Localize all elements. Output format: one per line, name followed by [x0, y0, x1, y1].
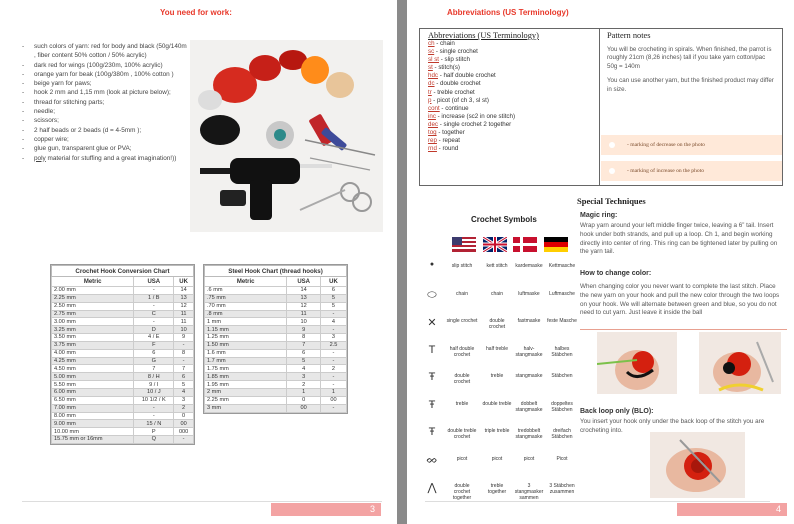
- table-cell: 1 mm: [205, 318, 287, 326]
- material-item: - hook 2 mm and 1,15 mm (look at picture below);: [22, 88, 190, 97]
- table-cell: 000: [174, 428, 194, 436]
- symbol-label: Stäbchen: [551, 373, 573, 379]
- table-cell: 5.00 mm: [52, 373, 134, 381]
- table-row: [52, 318, 194, 326]
- table-cell: 9: [174, 334, 194, 342]
- decrease-marker-legend: - marking of decrease on the photo: [601, 135, 782, 155]
- table-cell: 4.25 mm: [52, 357, 134, 365]
- symbol-label: Luftmasche: [549, 290, 575, 297]
- column-header: UK: [174, 277, 194, 287]
- table-row: [52, 420, 194, 428]
- symbol-label: picot: [456, 455, 468, 462]
- material-item: - needle;: [22, 107, 190, 116]
- table-row: [52, 404, 194, 412]
- special-techniques-title: Special Techniques: [577, 196, 646, 206]
- table-cell: 00: [320, 396, 346, 404]
- table-cell: 1: [320, 388, 346, 396]
- table-cell: 2.50 mm: [52, 302, 134, 310]
- table-cell: 9.00 mm: [52, 420, 134, 428]
- table-cell: 9 / I: [134, 381, 174, 389]
- crochet-symbol-icon: ●: [429, 261, 435, 268]
- table-cell: 2: [287, 381, 321, 389]
- table-cell: 1.15 mm: [205, 326, 287, 334]
- crochet-symbol-icon: Ŧ: [428, 426, 436, 438]
- table-cell: 2.00 mm: [52, 287, 134, 295]
- table-cell: .75 mm: [205, 294, 287, 302]
- table-cell: 13: [174, 294, 194, 302]
- column-header: Metric: [205, 277, 287, 287]
- symbol-label: picot: [523, 455, 535, 462]
- abbreviation-item: p - picot (of ch 3, sl st): [428, 96, 489, 104]
- table-cell: 3: [320, 334, 346, 342]
- symbol-label: chain: [456, 290, 468, 297]
- table-row: [52, 436, 194, 444]
- pattern-notes-text-1: You will be crocheting in spirals. When finished, the parrot is roughly 21cm (8,26 inches) tall if you take yarn cotton/pac 50g = 140m: [607, 46, 772, 70]
- symbol-label: tredobbelt stangmaske: [515, 428, 543, 440]
- table-cell: 4: [174, 388, 194, 396]
- table-cell: .70 mm: [205, 302, 287, 310]
- us-flag-icon: [452, 237, 476, 252]
- table-cell: -: [134, 302, 174, 310]
- material-item: - beige yarn for paws;: [22, 79, 190, 88]
- crochet-symbol-icon: Ŧ: [428, 371, 436, 383]
- abbreviation-item: tr - treble crochet: [428, 88, 475, 96]
- table-cell: 1.50 mm: [205, 341, 287, 349]
- table-cell: 3.50 mm: [52, 334, 134, 342]
- table-cell: -: [320, 404, 346, 412]
- table-cell: 1.7 mm: [205, 357, 287, 365]
- table-row: [205, 357, 347, 365]
- table-cell: 4 / E: [134, 334, 174, 342]
- crochet-symbol-icon: ⋀: [427, 482, 437, 494]
- table-cell: 6: [174, 373, 194, 381]
- table-cell: C: [134, 310, 174, 318]
- material-item: - dark red for wings (100g/230m, 100% acrylic): [22, 61, 190, 70]
- material-item: - poly material for stuffing and a great imagination!)): [22, 154, 190, 163]
- symbol-label: dreifach Stäbchen: [551, 428, 573, 440]
- crochet-symbol-icon: Ŧ: [428, 398, 436, 411]
- table-cell: .8 mm: [205, 310, 287, 318]
- separator: [580, 329, 787, 330]
- symbol-label: double crochet: [453, 373, 471, 385]
- table-cell: 7: [174, 365, 194, 373]
- symbol-label: single crochet: [446, 318, 478, 324]
- table-row: [52, 373, 194, 381]
- table-cell: 13: [287, 294, 321, 302]
- denmark-flag-icon: [513, 237, 537, 252]
- footer-rule: [22, 501, 382, 502]
- symbol-label: dobbelt stangmaske: [515, 400, 543, 413]
- pattern-notes-title: Pattern notes: [607, 31, 651, 40]
- blo-text: You insert your hook only under the back loop of the stitch you are crocheting into.: [580, 418, 765, 434]
- material-item: - thread for stitching parts;: [22, 98, 190, 107]
- symbol-label: stangmaske: [515, 373, 543, 379]
- table-cell: 1.85 mm: [205, 373, 287, 381]
- symbol-label: 3 stangmasker sammen: [514, 483, 544, 501]
- page-4: [407, 0, 794, 524]
- table-row: [52, 341, 194, 349]
- table-cell: 4: [320, 318, 346, 326]
- pattern-notes-text-2: You can use another yarn, but the finished product may differ in size.: [607, 77, 774, 93]
- table-cell: 10: [174, 326, 194, 334]
- table-cell: 2.5: [320, 341, 346, 349]
- table-cell: 10 / J: [134, 388, 174, 396]
- table-row: [205, 341, 347, 349]
- table-row: [205, 404, 347, 412]
- table-cell: 14: [174, 287, 194, 295]
- table-cell: -: [320, 349, 346, 357]
- table-cell: 1.25 mm: [205, 334, 287, 342]
- symbol-label: treble together: [487, 483, 507, 495]
- table-cell: 4: [287, 365, 321, 373]
- table-cell: 2 mm: [205, 388, 287, 396]
- table-cell: 11: [287, 310, 321, 318]
- steel-hook-chart: [203, 264, 348, 414]
- color-change-photo-1: [597, 332, 677, 394]
- table-cell: 6: [134, 349, 174, 357]
- table-cell: 4.00 mm: [52, 349, 134, 357]
- uk-flag-icon: [483, 237, 507, 252]
- table-cell: 5: [320, 302, 346, 310]
- table-row: [52, 310, 194, 318]
- symbol-label: half double crochet: [449, 345, 475, 358]
- symbol-label: treble: [455, 400, 469, 407]
- materials-photo: [190, 40, 383, 232]
- table-cell: 8.00 mm: [52, 412, 134, 420]
- abbreviations-box: [419, 28, 783, 186]
- table-cell: 3 mm: [205, 404, 287, 412]
- table-cell: 00: [287, 404, 321, 412]
- table-row: [205, 396, 347, 404]
- table-cell: D: [134, 326, 174, 334]
- table-row: [52, 357, 194, 365]
- table-cell: Q: [134, 436, 174, 444]
- table-row: [205, 294, 347, 302]
- steel-chart-title: Steel Hook Chart (thread hooks): [205, 266, 347, 277]
- symbol-label: slip stitch: [451, 263, 473, 269]
- table-row: [52, 326, 194, 334]
- symbol-label: kardemaske: [515, 263, 543, 269]
- color-change-photo-2: [699, 332, 781, 394]
- table-cell: 12: [174, 302, 194, 310]
- symbol-label: Picot: [556, 455, 568, 462]
- symbol-label: fastmaske: [517, 318, 541, 324]
- table-row: [205, 365, 347, 373]
- blo-title: Back loop only (BLO):: [580, 408, 654, 415]
- crochet-chart-title: Crochet Hook Conversion Chart: [52, 266, 194, 277]
- symbol-label: halbes Stäbchen: [551, 345, 573, 358]
- abbreviation-item: ch - chain: [428, 40, 455, 47]
- table-cell: 12: [287, 302, 321, 310]
- table-row: [52, 349, 194, 357]
- symbol-label: double crochet: [488, 318, 506, 330]
- table-cell: 1.6 mm: [205, 349, 287, 357]
- abbreviation-item: cont - continue: [428, 104, 469, 112]
- table-cell: 7.00 mm: [52, 404, 134, 412]
- table-row: [52, 428, 194, 436]
- table-cell: G: [134, 357, 174, 365]
- white-dot-icon: [609, 168, 615, 174]
- table-cell: 10: [287, 318, 321, 326]
- table-row: [205, 287, 347, 295]
- table-cell: P: [134, 428, 174, 436]
- crochet-symbols-title: Crochet Symbols: [471, 215, 537, 224]
- abbreviation-item: dc - double crochet: [428, 80, 481, 88]
- table-cell: 3: [287, 373, 321, 381]
- table-row: [52, 287, 194, 295]
- table-cell: 15 / N: [134, 420, 174, 428]
- page-number-3: 3: [271, 503, 381, 516]
- table-cell: 3.75 mm: [52, 341, 134, 349]
- crochet-symbol-icon: ᨖ: [426, 453, 438, 466]
- abbreviation-item: rnd - round: [428, 145, 459, 153]
- table-header-row: [205, 277, 347, 287]
- abbreviations-title: Abbreviations (US Terminology): [428, 31, 539, 40]
- table-cell: 6.50 mm: [52, 396, 134, 404]
- material-item: - such colors of yarn: red for body and black (50g/140m , fiber content 50% cotton / 50% acrylic): [22, 42, 190, 61]
- symbol-label: half treble: [486, 345, 508, 352]
- table-cell: 5: [287, 357, 321, 365]
- table-cell: 6.00 mm: [52, 388, 134, 396]
- table-cell: 15.75 mm or 16mm: [52, 436, 134, 444]
- table-cell: -: [134, 412, 174, 420]
- material-item: - glue gun, transparent glue or PVA;: [22, 144, 190, 153]
- page-number-4: 4: [677, 503, 787, 516]
- abbreviation-item: sc - single crochet: [428, 48, 478, 56]
- symbol-label: triple treble: [484, 428, 510, 434]
- table-cell: 3.25 mm: [52, 326, 134, 334]
- table-cell: 2: [320, 365, 346, 373]
- table-row: [205, 381, 347, 389]
- table-cell: 5.50 mm: [52, 381, 134, 389]
- table-row: [205, 318, 347, 326]
- abbreviations-column: [420, 29, 600, 185]
- change-color-title: How to change color:: [580, 270, 652, 277]
- table-row: [205, 326, 347, 334]
- abbreviation-item: dec - single crochet 2 together: [428, 120, 512, 128]
- table-cell: 00: [174, 420, 194, 428]
- table-cell: 11: [174, 310, 194, 318]
- symbol-label: double treble: [482, 400, 512, 407]
- table-cell: -: [174, 341, 194, 349]
- abbreviation-item: hdc - half double crochet: [428, 72, 496, 80]
- symbol-label: kett stitch: [486, 263, 508, 269]
- table-cell: 6: [287, 349, 321, 357]
- table-cell: 8: [174, 349, 194, 357]
- table-cell: .6 mm: [205, 287, 287, 295]
- symbol-label: feste Masche: [547, 318, 577, 324]
- table-row: [205, 334, 347, 342]
- column-header: USA: [287, 277, 321, 287]
- symbol-label: luftmaske: [518, 290, 540, 297]
- abbreviation-item: rep - repeat: [428, 137, 460, 145]
- abbreviation-item: st - stitch(s): [428, 64, 460, 72]
- table-header-row: [52, 277, 194, 287]
- table-cell: 11: [174, 318, 194, 326]
- increase-marker-legend: - marking of increase on the photo: [601, 161, 782, 181]
- table-cell: 4.50 mm: [52, 365, 134, 373]
- symbol-label: treble: [490, 373, 504, 379]
- table-row: [205, 349, 347, 357]
- crochet-symbol-icon: ✕: [427, 317, 437, 329]
- table-row: [205, 310, 347, 318]
- table-cell: -: [174, 357, 194, 365]
- table-cell: -: [320, 310, 346, 318]
- crochet-symbol-icon: ⬭: [427, 288, 437, 301]
- table-cell: -: [320, 357, 346, 365]
- table-cell: F: [134, 341, 174, 349]
- germany-flag-icon: [544, 237, 568, 252]
- symbol-label: doppeltes Stäbchen: [551, 400, 573, 413]
- table-cell: 3: [174, 396, 194, 404]
- table-row: [205, 373, 347, 381]
- table-cell: 6: [320, 287, 346, 295]
- column-header: UK: [320, 277, 346, 287]
- magic-ring-text: Wrap yarn around your left middle finger twice, leaving a 6” tail. Insert hook under both strands, and pull up a loop. Ch 1, and begin working directly into center of ring. This ring can be tightened later by pulling on the yarn tail.: [580, 222, 778, 256]
- abbreviations-heading: Abbreviations (US Terminology): [447, 8, 569, 17]
- footer-rule: [425, 501, 770, 502]
- magic-ring-title: Magic ring:: [580, 212, 618, 219]
- symbol-label: 3 Stäbchen zusammen: [549, 483, 575, 495]
- table-cell: 2.25 mm: [205, 396, 287, 404]
- table-cell: -: [320, 373, 346, 381]
- symbol-label: halv-stangmaske: [515, 345, 543, 358]
- table-cell: 2: [174, 404, 194, 412]
- table-cell: 10.00 mm: [52, 428, 134, 436]
- table-cell: 3.00 mm: [52, 318, 134, 326]
- symbol-label: picot: [491, 455, 503, 462]
- symbol-label: double crochet together: [452, 483, 472, 501]
- materials-heading: You need for work:: [160, 8, 232, 17]
- table-cell: -: [134, 404, 174, 412]
- table-row: [52, 381, 194, 389]
- abbreviations-list: [428, 40, 591, 153]
- table-row: [52, 388, 194, 396]
- symbol-label: chain: [491, 290, 503, 297]
- table-cell: 5: [174, 381, 194, 389]
- material-item: - copper wire;: [22, 135, 190, 144]
- table-cell: 8 / H: [134, 373, 174, 381]
- table-row: [205, 302, 347, 310]
- white-dot-icon: [609, 142, 615, 148]
- table-row: [205, 388, 347, 396]
- table-row: [52, 365, 194, 373]
- table-cell: 1.95 mm: [205, 381, 287, 389]
- table-row: [52, 396, 194, 404]
- table-cell: -: [134, 287, 174, 295]
- crochet-symbol-icon: T: [428, 343, 436, 356]
- table-cell: 7: [287, 341, 321, 349]
- table-cell: 9: [287, 326, 321, 334]
- column-header: USA: [134, 277, 174, 287]
- symbol-label: Kettmasche: [548, 263, 576, 269]
- table-cell: 1.75 mm: [205, 365, 287, 373]
- table-cell: 10 1/2 / K: [134, 396, 174, 404]
- abbreviation-item: tog - together: [428, 129, 465, 137]
- table-cell: 1 / B: [134, 294, 174, 302]
- change-color-text: When changing color you never want to complete the last stitch. Place the new yarn on your hook and pull the new color through the two loops on your hook. We will alternate between green and blue, so you do not need to cut yarn. Just leave it inside the ball: [580, 283, 780, 317]
- abbreviation-item: inc - increase (sc2 in one stitch): [428, 112, 516, 120]
- table-cell: 14: [287, 287, 321, 295]
- table-cell: 7: [134, 365, 174, 373]
- table-cell: 5: [320, 294, 346, 302]
- table-cell: -: [174, 436, 194, 444]
- table-cell: 2.25 mm: [52, 294, 134, 302]
- abbreviation-item: sl st - slip stitch: [428, 56, 470, 64]
- column-header: Metric: [52, 277, 134, 287]
- table-cell: -: [134, 318, 174, 326]
- table-cell: 1: [287, 388, 321, 396]
- table-cell: -: [320, 326, 346, 334]
- table-row: [52, 294, 194, 302]
- material-item: - orange yarn for beak (100g/380m , 100% cotton ): [22, 70, 190, 79]
- table-cell: -: [320, 381, 346, 389]
- table-cell: 0: [287, 396, 321, 404]
- material-item: - scissors;: [22, 116, 190, 125]
- back-loop-photo: [650, 432, 745, 498]
- symbol-label: double treble crochet: [447, 428, 477, 440]
- table-row: [52, 334, 194, 342]
- table-cell: 2.75 mm: [52, 310, 134, 318]
- table-row: [52, 302, 194, 310]
- crochet-hook-conversion-chart: [50, 264, 195, 445]
- material-item: - 2 half beads or 2 beads (d = 4-5mm );: [22, 126, 190, 135]
- table-cell: 8: [287, 334, 321, 342]
- materials-list: [22, 42, 190, 163]
- table-row: [52, 412, 194, 420]
- table-cell: 0: [174, 412, 194, 420]
